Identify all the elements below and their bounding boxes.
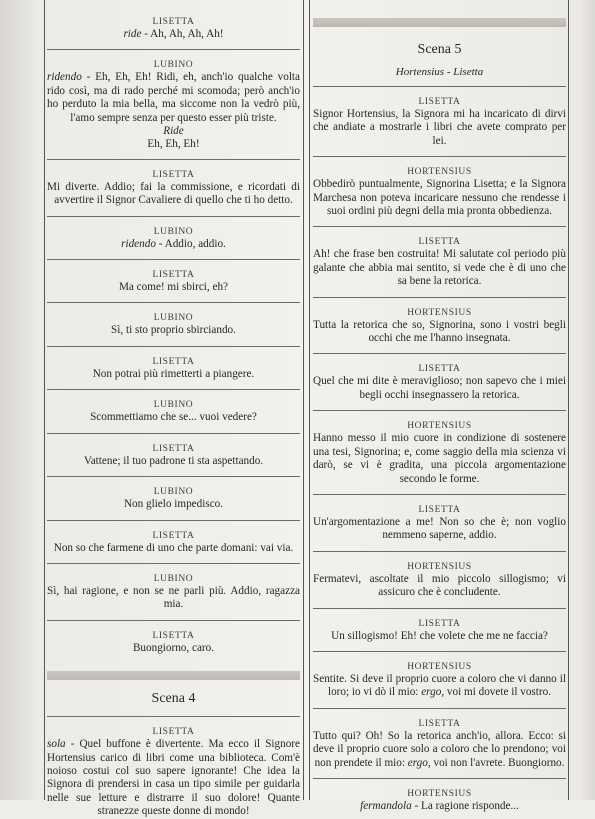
speaker-name: LISETTA — [152, 356, 195, 367]
center-rule-left — [303, 0, 304, 800]
dialogue-text: Ma come! mi sbirci, eh? — [118, 281, 229, 294]
dialogue-block — [313, 96, 566, 148]
scene-title: Scena 4 — [151, 691, 196, 707]
dialogue-text: Un sillogismo! Eh! che volete che me ne faccia? — [331, 629, 548, 642]
dialogue-text — [47, 28, 300, 41]
dialogue-block — [47, 726, 300, 818]
left-column — [47, 0, 300, 818]
speaker-name: LISETTA — [418, 718, 461, 729]
speech: - La ragione risponde... — [411, 799, 519, 812]
speaker-name: LISETTA — [152, 270, 195, 281]
stage-direction: Ride — [163, 125, 184, 138]
dialogue-block — [313, 363, 566, 402]
speaker-name: LISETTA — [152, 630, 195, 641]
speaker-name: HORTENSIUS — [407, 661, 472, 672]
speaker-name: LUBINO — [153, 226, 194, 237]
speech: - Quel buffone è divertente. Ma ecco il Signore Hortensius carico di libri come una biblioteca. Com'è noioso costui col suo sapere ignorante! Che idea la Signora di prendersi in casa un tipo simile per guidarla nelle sue letture e distrarre il suo dolore! Quante stranezze queste donne di mondo! — [47, 738, 300, 818]
dialogue-text: Ah! che frase ben costruita! Mi salutate col periodo più galante che abbia mai sentito, si vede che è di uno che sa bene la retorica. — [313, 248, 566, 288]
speaker-name: LUBINO — [153, 487, 194, 498]
dialogue-text: Non so che farmene di uno che parte domani: vai via. — [53, 541, 294, 554]
speaker-name: LISETTA — [152, 17, 195, 27]
dialogue-block — [47, 269, 300, 294]
divider — [313, 297, 566, 298]
dialogue-block — [47, 356, 300, 381]
divider — [47, 216, 300, 217]
dialogue-block — [313, 618, 566, 643]
dialogue-text: Fermatevi, ascoltate il mio piccolo sillogismo; vi assicuro che è concludente. — [313, 572, 566, 599]
dialogue-text: Scommettiamo che se... vuoi vedere? — [90, 411, 257, 424]
divider — [313, 353, 566, 354]
dialogue-block — [313, 788, 566, 813]
dialogue-block — [47, 630, 300, 655]
divider — [313, 494, 566, 495]
dialogue-text: Tutta la retorica che so, Signorina, sono i vostri begli occhi che me l'hanno insegnata. — [313, 318, 566, 345]
dialogue-block — [47, 169, 300, 208]
speaker-name: LISETTA — [418, 364, 461, 375]
speaker-name: HORTENSIUS — [407, 421, 472, 432]
divider — [47, 159, 300, 160]
right-column-rule — [568, 0, 569, 800]
stage-direction: fermandola — [360, 799, 412, 812]
dialogue-block — [313, 718, 566, 770]
speech: , voi non l'avrete. Buongiorno. — [427, 756, 565, 769]
dialogue-text: Obbedirò puntualmente, Signorina Lisetta; e la Signora Marchesa non poteva incaricare nessuno che rendesse i suoi ordini più degni della mia pronta obbedienza. — [313, 178, 566, 218]
dialogue-block — [313, 307, 566, 346]
stage-direction: ridendo — [121, 237, 156, 250]
speech: - Addio, addio. — [155, 237, 226, 250]
speaker-name: LUBINO — [153, 60, 194, 71]
dialogue-block — [47, 399, 300, 424]
divider — [47, 389, 300, 390]
speaker-name: HORTENSIUS — [407, 167, 472, 178]
dialogue-block — [313, 166, 566, 218]
dialogue-text: Vattene; il tuo padrone ti sta aspettando. — [83, 454, 264, 467]
dialogue-text: Non glielo impedisco. — [123, 498, 224, 511]
speaker-name: LISETTA — [418, 237, 461, 248]
dialogue-block — [313, 661, 566, 700]
dialogue-text: Eh, Eh, Eh! — [147, 138, 200, 151]
divider — [47, 620, 300, 621]
speaker-name: HORTENSIUS — [407, 561, 472, 572]
speech: Sentite. Si deve il proprio cuore a coloro che vi danno il loro; io vi dò il mio: — [313, 672, 566, 699]
dialogue-block — [47, 16, 300, 41]
divider — [313, 708, 566, 709]
dialogue-block — [47, 59, 300, 151]
dialogue-text — [313, 800, 566, 813]
dialogue-block — [47, 443, 300, 468]
speaker-name: LISETTA — [418, 504, 461, 515]
divider — [313, 156, 566, 157]
divider — [313, 608, 566, 609]
stage-direction: ridendo — [47, 71, 82, 84]
divider — [313, 651, 566, 652]
speaker-name: LISETTA — [152, 443, 195, 454]
dialogue-text: Non potrai più rimetterti a piangere. — [92, 367, 255, 380]
speech: Tutto qui? Oh! So la retorica anch'io, allora. Ecco: si deve il proprio cuore solo a coloro che lo prendono; voi non prendete il mio: — [313, 729, 566, 769]
speaker-name: LISETTA — [152, 727, 195, 738]
dialogue-block — [47, 573, 300, 612]
dialogue-text — [47, 738, 300, 818]
speech: - Eh, Eh, Eh! Ridi, eh, anch'io qualche volta rido così, ma di rado perché mi scomoda; però anch'io ho perduto la mia bella, ma siccome non la vedrò più, l'amo sempre senza per questo esser più triste. — [47, 71, 300, 124]
latin-word: ergo — [421, 686, 442, 699]
speaker-name: LUBINO — [153, 400, 194, 411]
stage-direction: sola — [47, 738, 66, 751]
scene-title: Scena 5 — [417, 42, 462, 57]
divider — [313, 86, 566, 87]
dialogue-text: Signor Hortensius, la Signora mi ha incaricato di dirvi che andiate a mostrarle i libri che avete comprato per lei. — [313, 108, 566, 147]
divider — [313, 226, 566, 227]
dialogue-text — [313, 673, 566, 700]
dialogue-text — [47, 238, 300, 251]
speaker-name: HORTENSIUS — [407, 307, 472, 318]
speaker-name: LISETTA — [418, 618, 461, 629]
divider — [47, 476, 300, 477]
speaker-name: LISETTA — [152, 169, 195, 180]
left-column-rule — [44, 0, 45, 800]
dialogue-block — [313, 504, 566, 543]
dialogue-block — [47, 312, 300, 337]
dialogue-block — [47, 530, 300, 555]
speaker-name: LISETTA — [152, 530, 195, 541]
dialogue-text: Quel che mi dite è meraviglioso; non sapevo che i miei begli occhi insegnassero la retorica. — [313, 375, 566, 401]
divider — [47, 520, 300, 521]
divider — [47, 259, 300, 260]
divider — [47, 49, 300, 50]
speaker-name: LISETTA — [418, 97, 461, 107]
dialogue-text — [313, 730, 566, 770]
dialogue-text: Sì, hai ragione, e non se ne parli più. Addio, ragazza mia. — [47, 584, 300, 611]
divider — [47, 302, 300, 303]
dialogue-text — [47, 71, 300, 125]
speaker-name: LUBINO — [153, 313, 194, 324]
scene-band — [47, 671, 300, 680]
divider — [47, 346, 300, 347]
dialogue-text: Mi diverte. Addio; fai la commissione, e ricordati di avvertire il Signor Cavaliere di quello che ti ho detto. — [47, 180, 300, 207]
dialogue-block — [47, 226, 300, 251]
right-column — [313, 0, 566, 812]
dialogue-text: Hanno messo il mio cuore in condizione di sostenere una tesi, Signorina; e, come saggio della mia scienza vi darò, se vi è gradita, una piccola argomentazione secondo le forme. — [313, 432, 566, 485]
dialogue-text: Buongiorno, caro. — [132, 641, 215, 654]
dialogue-block — [47, 486, 300, 511]
divider — [313, 410, 566, 411]
dialogue-block — [313, 236, 566, 288]
divider — [313, 778, 566, 779]
divider — [313, 551, 566, 552]
scene-cast: Hortensius - Lisetta — [395, 66, 484, 78]
speaker-name: HORTENSIUS — [407, 788, 472, 799]
dialogue-text: Sì, ti sto proprio sbirciando. — [111, 324, 236, 337]
scene-band — [313, 18, 566, 27]
dialogue-block — [313, 561, 566, 600]
speaker-name: LUBINO — [153, 573, 194, 584]
speech: , voi mi dovete il vostro. — [441, 686, 552, 699]
stage-direction: ride — [123, 28, 142, 40]
divider — [47, 716, 300, 717]
speech: - Ah, Ah, Ah, Ah! — [141, 28, 224, 40]
divider — [47, 563, 300, 564]
dialogue-block — [313, 420, 566, 486]
dialogue-text: Un'argomentazione a me! Non so che è; non voglio nemmeno saperne, addio. — [313, 515, 566, 542]
center-rule-right — [309, 0, 310, 800]
latin-word: ergo — [407, 756, 428, 769]
divider — [47, 433, 300, 434]
